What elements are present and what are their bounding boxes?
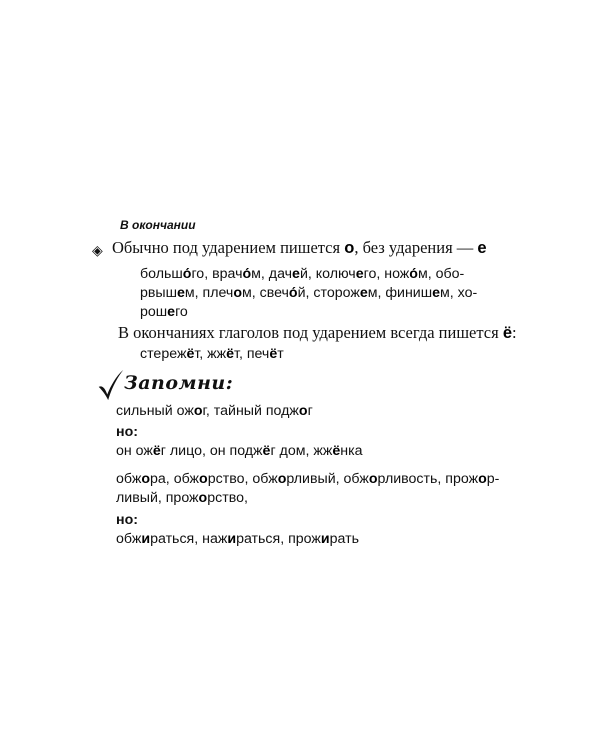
highlighted-letter: е — [292, 266, 300, 282]
text-segment: го, нож — [363, 266, 410, 282]
text-segment: ра, обж — [150, 471, 200, 487]
remember-line-3 — [116, 470, 499, 488]
text-segment: го — [175, 304, 188, 320]
but-label-2: но: — [116, 512, 138, 528]
rule-1 — [112, 238, 487, 258]
highlighted-letter: о́ — [242, 266, 252, 282]
text-segment: он ож — [116, 443, 153, 459]
text-segment: м, дач — [251, 266, 293, 282]
highlighted-letter: о — [368, 471, 378, 487]
remember-line-4 — [116, 489, 248, 507]
text-segment: й, сторож — [297, 285, 360, 301]
text-segment: м, хо- — [440, 285, 478, 301]
rule-2-letter: ё — [502, 324, 512, 342]
highlighted-letter: о́ — [182, 266, 192, 282]
text-segment: рливый, обж — [286, 471, 369, 487]
highlighted-letter: о — [233, 285, 242, 301]
highlighted-letter: ё — [262, 443, 271, 459]
text-segment: рвыш — [140, 285, 178, 301]
text-segment: м, обо- — [417, 266, 465, 282]
highlighted-letter: е — [177, 285, 185, 301]
highlighted-letter: о — [478, 471, 487, 487]
remember-line-5 — [116, 530, 359, 548]
text-segment: рош — [140, 304, 168, 320]
text-segment: й, колюч — [299, 266, 356, 282]
highlighted-letter: е — [359, 285, 368, 301]
highlighted-letter: ё — [269, 346, 278, 362]
section-title: В окончании — [120, 218, 196, 232]
text-segment: раться, прож — [236, 531, 321, 547]
text-segment: м, финиш — [367, 285, 433, 301]
text-segment: т — [277, 346, 284, 362]
text-segment: т, жж — [194, 346, 227, 362]
highlighted-letter: ё — [152, 443, 161, 459]
text-segment: сильный ож — [116, 403, 194, 419]
text-segment: м, плеч — [184, 285, 234, 301]
text-segment: больш — [140, 266, 183, 282]
highlighted-letter: и — [227, 531, 237, 547]
text-segment: г лицо, он подж — [160, 443, 263, 459]
text-segment: т, печ — [234, 346, 270, 362]
highlighted-letter: о — [199, 471, 208, 487]
remember-line-2 — [116, 442, 362, 460]
example-1-line-1 — [140, 265, 464, 283]
text-segment: м, свеч — [242, 285, 289, 301]
rule-1-text: Обычно под ударением пишется — [112, 238, 345, 257]
rule-1-letter-o: о — [344, 239, 355, 257]
text-segment: ливый, прож — [116, 490, 199, 506]
highlighted-letter: е — [432, 285, 441, 301]
highlighted-letter: ё — [226, 346, 235, 362]
text-segment: р- — [486, 471, 500, 487]
highlighted-letter: о — [193, 403, 203, 419]
highlighted-letter: о — [298, 403, 308, 419]
text-segment: рливость, прож — [377, 471, 479, 487]
highlighted-letter: ё — [332, 443, 341, 459]
but-label-1: но: — [116, 424, 138, 440]
highlighted-letter: и — [320, 531, 330, 547]
remember-heading: Запомни: — [124, 372, 234, 394]
text-segment: рство, обж — [207, 471, 278, 487]
highlighted-letter: и — [141, 531, 151, 547]
highlighted-letter: о — [198, 490, 208, 506]
example-1-line-3 — [140, 303, 188, 321]
text-segment: рать — [329, 531, 359, 547]
text-segment: раться, наж — [150, 531, 228, 547]
text-segment: стереж — [140, 346, 187, 362]
text-segment: г, тайный подж — [202, 403, 299, 419]
text-segment: обж — [116, 471, 142, 487]
text-segment: го, врач — [191, 266, 243, 282]
rule-1-letter-e: е — [477, 239, 487, 257]
highlighted-letter: о́ — [288, 285, 298, 301]
rule-2-tail: : — [512, 323, 517, 342]
text-segment: нка — [340, 443, 363, 459]
highlighted-letter: ё — [186, 346, 195, 362]
text-segment: г дом, жж — [270, 443, 333, 459]
checkmark-icon — [96, 368, 126, 402]
example-2-line-1 — [140, 345, 284, 363]
text-segment: рство, — [207, 490, 248, 506]
rule-2 — [118, 323, 517, 343]
text-segment: г — [307, 403, 313, 419]
text-segment: обж — [116, 531, 142, 547]
highlighted-letter: е — [355, 266, 364, 282]
highlighted-letter: о — [141, 471, 151, 487]
rule-1-mid: , без ударения — — [354, 238, 478, 257]
highlighted-letter: е — [167, 304, 176, 320]
highlighted-letter: о — [277, 471, 287, 487]
diamond-bullet-icon: ◈ — [92, 244, 103, 259]
remember-line-1 — [116, 402, 313, 420]
highlighted-letter: о́ — [409, 266, 418, 282]
rule-2-text: В окончаниях глаголов под ударением всегда пишется — [118, 323, 503, 342]
example-1-line-2 — [140, 284, 477, 302]
